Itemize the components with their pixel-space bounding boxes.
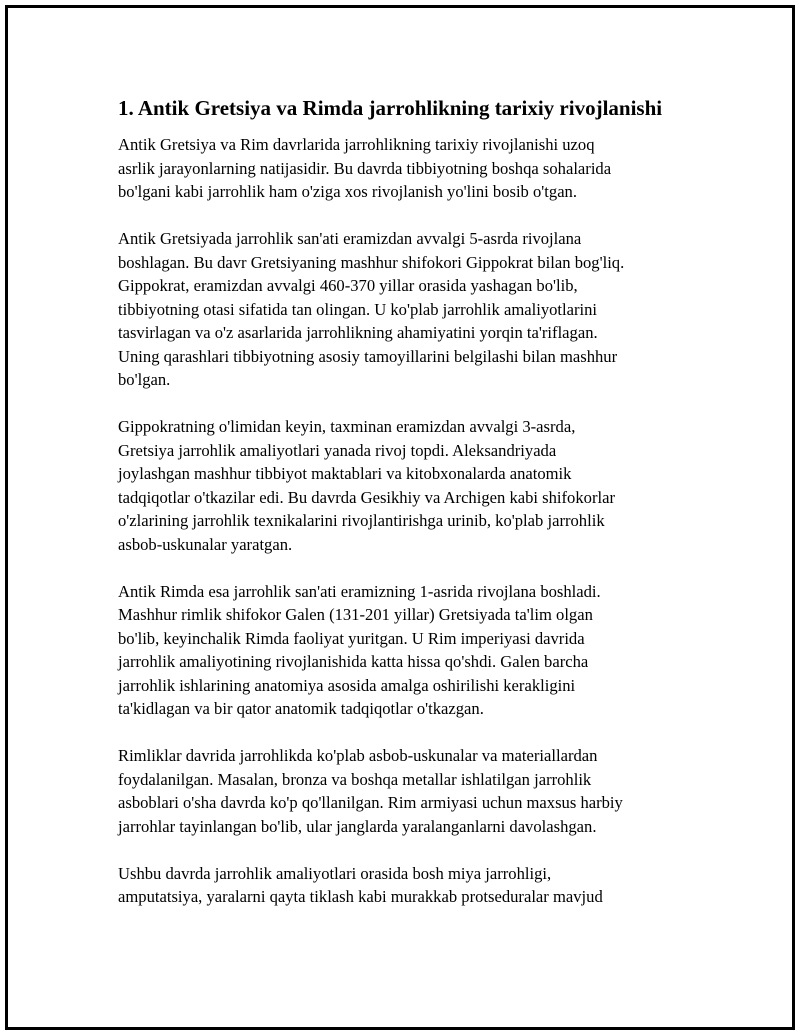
paragraph-1 bbox=[118, 133, 688, 204]
text-line: bo'lgani kabi jarrohlik ham o'ziga xos rivojlanish yo'lini bosib o'tgan. bbox=[118, 182, 578, 201]
paragraph-2 bbox=[118, 227, 688, 392]
text-line: foydalanilgan. Masalan, bronza va boshqa metallar ishlatilgan jarrohlik bbox=[118, 769, 592, 789]
section-heading: 1. Antik Gretsiya va Rimda jarrohlikning tarixiy rivojlanishi bbox=[118, 96, 663, 120]
text-line: amputatsiya, yaralarni qayta tiklash kabi murakkab protseduralar mavjud bbox=[118, 887, 603, 906]
text-line: Mashhur rimlik shifokor Galen (131-201 yillar) Gretsiyada ta'lim olgan bbox=[118, 605, 593, 624]
paragraph-5 bbox=[118, 744, 688, 838]
text-line: bo'lgan. bbox=[118, 370, 171, 389]
text-line: tasvirlagan va o'z asarlarida jarrohlikning ahamiyatini yorqin ta'riflagan. bbox=[118, 323, 598, 342]
text-line: jarrohlik amaliyotining rivojlanishida katta hissa qo'shdi. Galen barcha bbox=[118, 652, 589, 671]
text-line: Antik Rimda esa jarrohlik san'ati eramizning 1-asrida rivojlana boshladi. bbox=[118, 581, 601, 601]
text-line: Ushbu davrda jarrohlik amaliyotlari orasida bosh miya jarrohligi, bbox=[118, 863, 552, 883]
text-line: asbob-uskunalar yaratgan. bbox=[118, 534, 293, 554]
text-line: bo'lib, keyinchalik Rimda faoliyat yuritgan. U Rim imperiyasi davrida bbox=[118, 628, 585, 648]
text-line: Antik Gretsiya va Rim davrlarida jarrohlikning tarixiy rivojlanishi uzoq bbox=[118, 135, 595, 154]
text-line: Gippokrat, eramizdan avvalgi 460-370 yillar orasida yashagan bo'lib, bbox=[118, 276, 578, 295]
text-line: tadqiqotlar o'tkazilar edi. Bu davrda Gesikhiy va Archigen kabi shifokorlar bbox=[118, 487, 615, 507]
document-body bbox=[118, 95, 688, 932]
text-line: joylashgan mashhur tibbiyot maktablari va kitobxonalarda anatomik bbox=[118, 464, 572, 483]
text-line: asrlik jarayonlarning natijasidir. Bu davrda tibbiyotning boshqa sohalarida bbox=[118, 158, 612, 178]
text-line: Antik Gretsiyada jarrohlik san'ati eramizdan avvalgi 5-asrda rivojlana bbox=[118, 229, 582, 248]
text-line: Uning qarashlari tibbiyotning asosiy tamoyillarini belgilashi bilan mashhur bbox=[118, 346, 618, 366]
text-line: Rimliklar davrida jarrohlikda ko'plab asbob-uskunalar va materiallardan bbox=[118, 746, 598, 765]
text-line: ta'kidlagan va bir qator anatomik tadqiqotlar o'tkazgan. bbox=[118, 699, 484, 718]
text-line: tibbiyotning otasi sifatida tan olingan. U ko'plab jarrohlik amaliyotlarini bbox=[118, 299, 598, 319]
text-line: o'zlarining jarrohlik texnikalarini rivojlantirishga urinib, ko'plab jarrohlik bbox=[118, 511, 605, 530]
text-line: jarrohlar tayinlangan bo'lib, ular janglarda yaralanganlarni davolashgan. bbox=[118, 816, 597, 836]
text-line: Gretsiya jarrohlik amaliyotlari yanada rivoj topdi. Aleksandriyada bbox=[118, 440, 557, 460]
paragraph-6 bbox=[118, 862, 688, 909]
text-line: boshlagan. Bu davr Gretsiyaning mashhur shifokori Gippokrat bilan bog'liq. bbox=[118, 252, 625, 272]
paragraph-4 bbox=[118, 580, 688, 721]
text-line: jarrohlik ishlarining anatomiya asosida amalga oshirilishi kerakligini bbox=[118, 675, 576, 695]
paragraph-3 bbox=[118, 415, 688, 556]
text-line: Gippokratning o'limidan keyin, taxminan eramizdan avvalgi 3-asrda, bbox=[118, 417, 576, 436]
text-line: asboblari o'sha davrda ko'p qo'llanilgan. Rim armiyasi uchun maxsus harbiy bbox=[118, 793, 623, 812]
